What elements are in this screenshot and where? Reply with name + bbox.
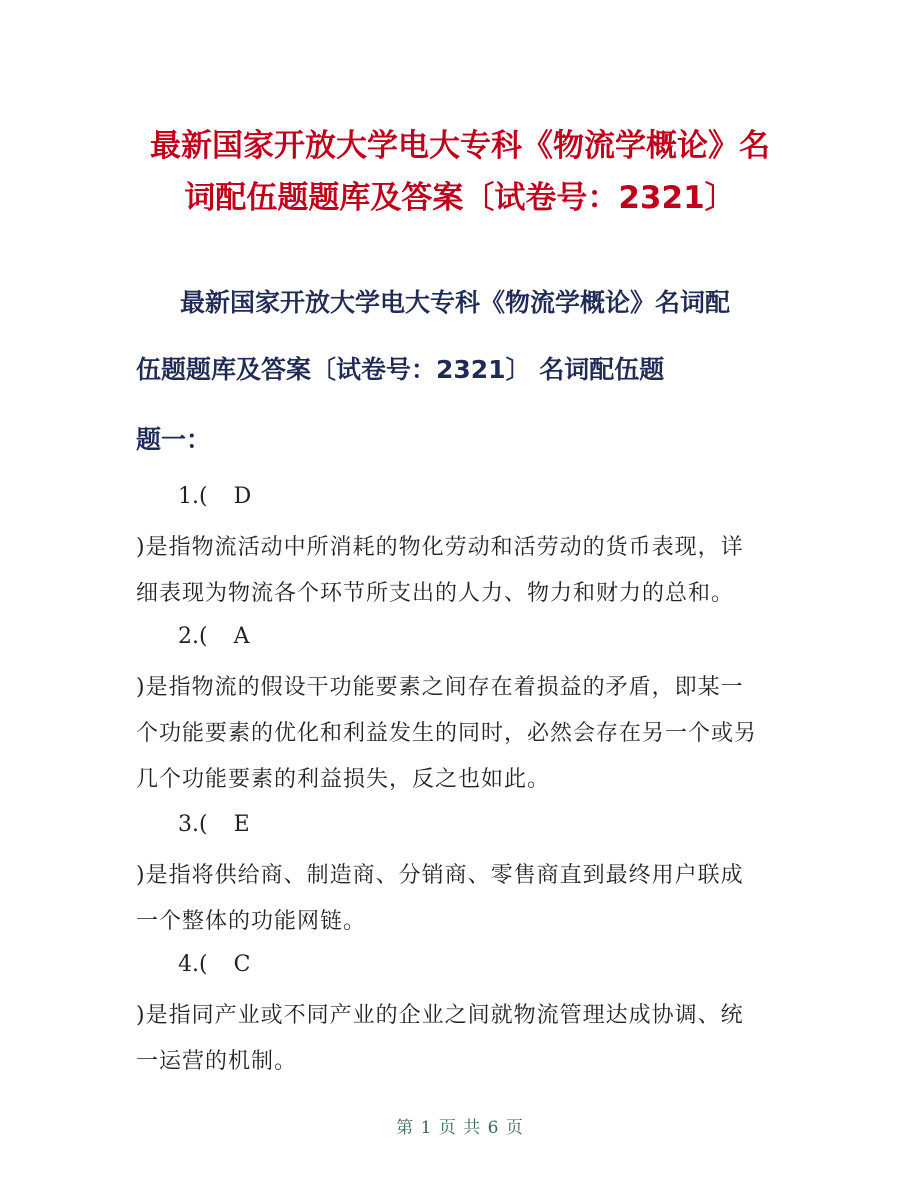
- section-heading-line-2: 伍题题库及答案〔试卷号：2321〕 名词配伍题: [136, 355, 665, 384]
- question-1-number: [178, 484, 251, 509]
- question-answer: C: [233, 952, 251, 977]
- question-1-text-line-1: )是指物流活动中所消耗的物化劳动和活劳动的货币表现，详: [136, 535, 744, 560]
- question-number: 1.(: [178, 484, 208, 509]
- document-title-line-2: 词配伍题题库及答案〔试卷号：2321〕: [184, 180, 736, 216]
- question-number: 2.(: [178, 624, 208, 649]
- page-footer: 第 1 页 共 6 页: [396, 1118, 524, 1138]
- question-2-text-line-2: 个功能要素的优化和利益发生的同时，必然会存在另一个或另: [136, 721, 758, 746]
- question-3-number: [178, 812, 250, 837]
- question-answer: D: [233, 484, 252, 509]
- document-title-line-1: 最新国家开放大学电大专科《物流学概论》名: [150, 128, 770, 164]
- question-2-number: [178, 624, 249, 649]
- question-4-number: [178, 952, 250, 977]
- section-heading-line-1: 最新国家开放大学电大专科《物流学概论》名词配: [180, 288, 731, 317]
- question-number: 3.(: [178, 812, 208, 837]
- question-1-text-line-2: 细表现为物流各个环节所支出的人力、物力和财力的总和。: [136, 581, 735, 606]
- question-3-text-line-1: )是指将供给商、制造商、分销商、零售商直到最终用户联成: [136, 863, 744, 888]
- section-heading-line-3: 题一：: [136, 425, 212, 454]
- question-3-text-line-2: 一个整体的功能网链。: [136, 909, 367, 934]
- question-4-text-line-2: 一运营的机制。: [136, 1049, 298, 1074]
- question-answer: A: [233, 624, 250, 649]
- question-answer: E: [233, 812, 250, 837]
- question-2-text-line-1: )是指物流的假设干功能要素之间存在着损益的矛盾，即某一: [136, 675, 744, 700]
- question-number: 4.(: [178, 952, 208, 977]
- question-2-text-line-3: 几个功能要素的利益损失，反之也如此。: [136, 767, 551, 792]
- question-4-text-line-1: )是指同产业或不同产业的企业之间就物流管理达成协调、统: [136, 1003, 744, 1028]
